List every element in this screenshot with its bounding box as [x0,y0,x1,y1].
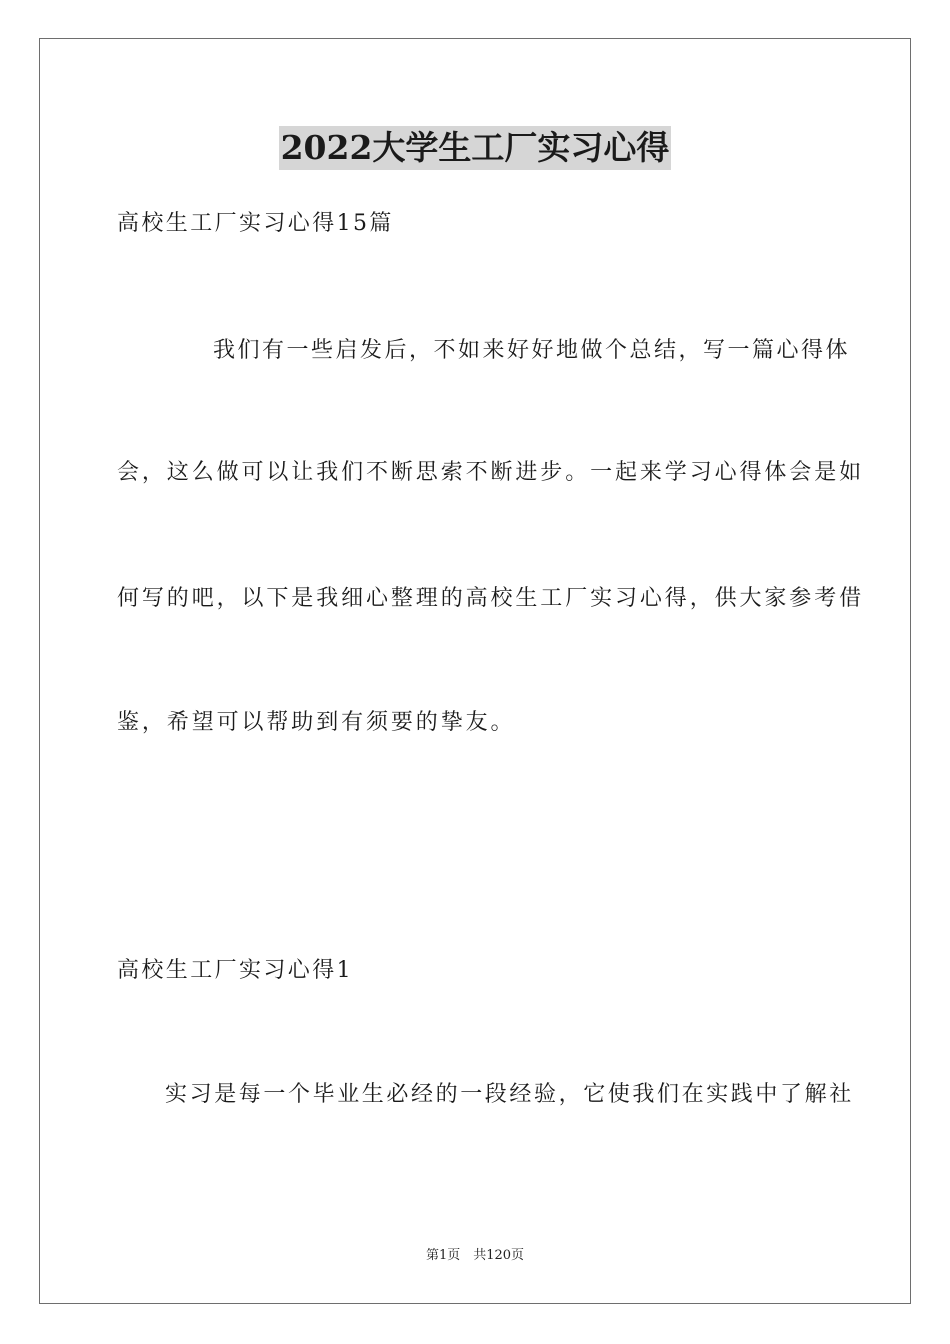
document-subtitle: 高校生工厂实习心得15篇 [117,211,394,236]
document-title: 2022大学生工厂实习心得 [279,126,672,170]
intro-line-4: 鉴，希望可以帮助到有须要的挚友。 [117,710,516,735]
intro-line-2: 会，这么做可以让我们不断思索不断进步。一起来学习心得体会是如 [117,460,865,485]
document-title-container [0,126,950,170]
section-heading: 高校生工厂实习心得1 [117,958,353,983]
page-footer: 第1页 共120页 [425,1248,525,1263]
intro-line-3: 何写的吧，以下是我细心整理的高校生工厂实习心得，供大家参考借 [117,586,865,611]
section-paragraph-line: 实习是每一个毕业生必经的一段经验，它使我们在实践中了解社 [165,1082,854,1107]
intro-line-1: 我们有一些启发后，不如来好好地做个总结，写一篇心得体 [213,338,851,363]
